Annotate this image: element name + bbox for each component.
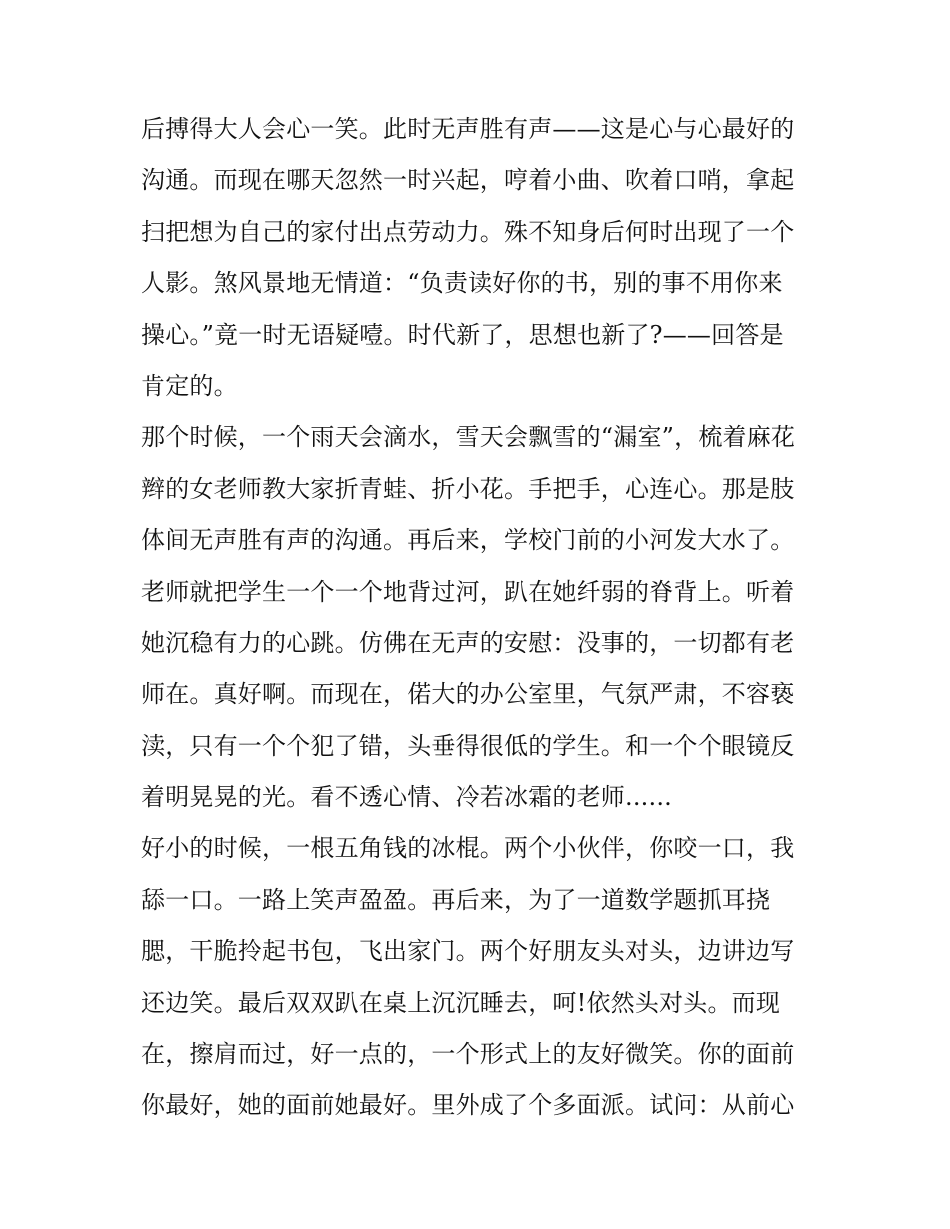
text-line: 着明晃晃的光。看不透心情、冷若冰霜的老师...... xyxy=(141,783,672,812)
text-line: 辫的女老师教大家折青蛙、折小花。手把手，心连心。那是肢 xyxy=(141,474,795,503)
text-line: 体间无声胜有声的沟通。再后来，学校门前的小河发大水了。 xyxy=(141,526,795,555)
text-line: 肯定的。 xyxy=(141,371,238,400)
text-line: 操心。”竟一时无语疑噎。时代新了，思想也新了?——回答是 xyxy=(141,320,784,349)
text-line: 舔一口。一路上笑声盈盈。再后来，为了一道数学题抓耳挠 xyxy=(141,885,771,914)
text-line: 沟通。而现在哪天忽然一时兴起，哼着小曲、吹着口哨，拿起 xyxy=(141,166,795,195)
text-line: 还边笑。最后双双趴在桌上沉沉睡去，呵!依然头对头。而现 xyxy=(141,988,781,1017)
text-line: 好小的时候，一根五角钱的冰棍。两个小伙伴，你咬一口，我 xyxy=(141,834,795,863)
text-line: 渎，只有一个个犯了错，头垂得很低的学生。和一个个眼镜反 xyxy=(141,731,795,760)
text-line: 她沉稳有力的心跳。仿佛在无声的安慰：没事的，一切都有老 xyxy=(141,628,795,657)
text-line: 在，擦肩而过，好一点的，一个形式上的友好微笑。你的面前 xyxy=(141,1040,795,1069)
text-line: 那个时候，一个雨天会滴水，雪天会飘雪的“漏室”，梳着麻花 xyxy=(141,423,796,452)
text-line: 你最好，她的面前她最好。里外成了个多面派。试问：从前心 xyxy=(141,1091,795,1120)
text-line: 师在。真好啊。而现在，偌大的办公室里，气氛严肃，不容亵 xyxy=(141,680,795,709)
text-line: 后搏得大人会心一笑。此时无声胜有声——这是心与心最好的 xyxy=(141,115,795,143)
text-line: 扫把想为自己的家付出点劳动力。殊不知身后何时出现了一个 xyxy=(141,217,795,246)
text-line: 人影。煞风景地无情道：“负责读好你的书，别的事不用你来 xyxy=(141,269,783,298)
body-text xyxy=(141,104,821,1132)
text-line: 老师就把学生一个一个地背过河，趴在她纤弱的脊背上。听着 xyxy=(141,577,795,606)
text-line: 腮，干脆拎起书包，飞出家门。两个好朋友头对头，边讲边写 xyxy=(141,937,795,966)
